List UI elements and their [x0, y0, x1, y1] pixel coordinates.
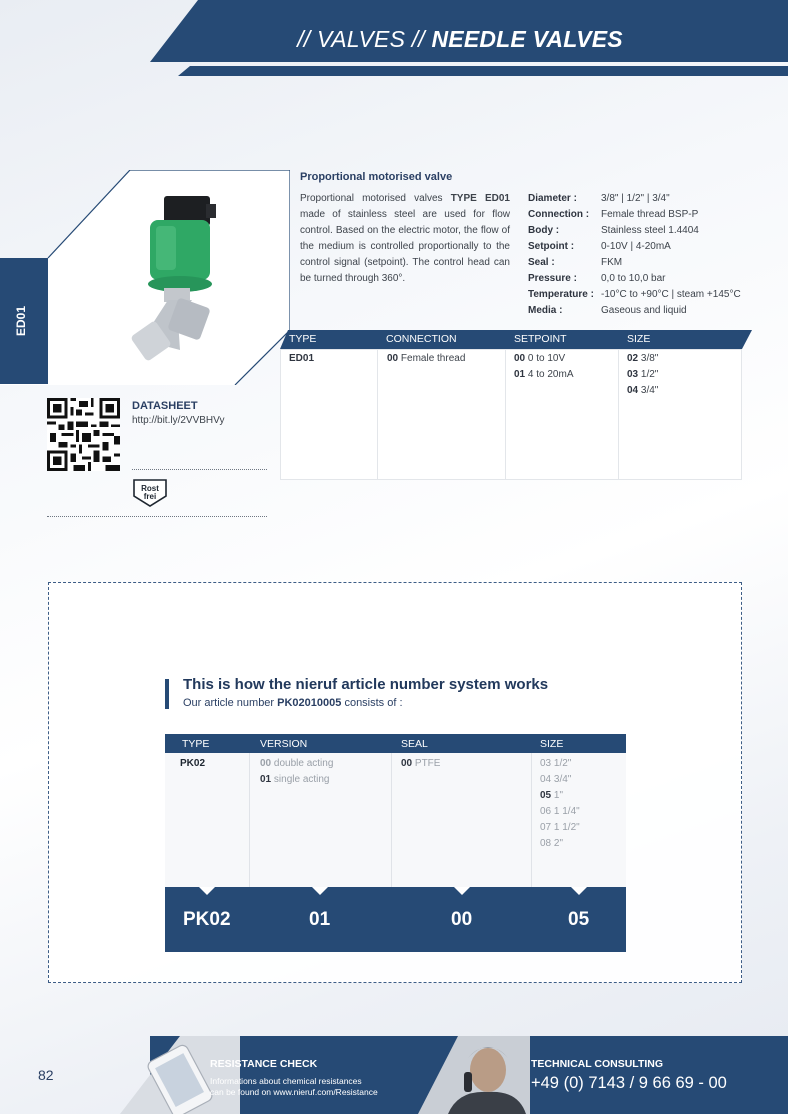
article-header-seal: SEAL: [401, 738, 428, 750]
spec-key: Diameter :: [528, 193, 577, 204]
options-connection-cell: [387, 351, 465, 367]
option-text: 2": [553, 838, 564, 849]
product-description: [300, 191, 510, 287]
options-type-value: ED01: [289, 353, 315, 364]
column-divider: [531, 753, 532, 887]
product-code-label: ED01: [14, 305, 28, 336]
option-item: [627, 367, 658, 383]
option-text: 1/2": [553, 758, 572, 769]
option-code: 04: [540, 774, 552, 785]
page-title: [200, 26, 720, 53]
spec-row: [528, 239, 741, 255]
description-text: Proportional motorised valves: [300, 193, 451, 204]
spec-value: FKM: [601, 257, 623, 268]
column-divider: [618, 349, 619, 480]
spec-row: [528, 207, 741, 223]
resistance-line-2[interactable]: can be found on www.nieruf.com/Resistance: [210, 1087, 378, 1097]
consultant-photo-image: [418, 1036, 530, 1114]
option-text: 3/8": [640, 353, 659, 364]
result-type: PK02: [183, 909, 231, 930]
pointer-arrow-icon: [312, 887, 328, 895]
options-header-setpoint: SETPOINT: [514, 333, 567, 345]
resistance-check-title: RESISTANCE CHECK: [210, 1058, 318, 1070]
options-header-type: TYPE: [289, 333, 317, 345]
article-size-cell: [540, 756, 580, 852]
option-text: 1 1/4": [553, 806, 580, 817]
article-header-version: VERSION: [260, 738, 308, 750]
option-item: [540, 836, 580, 852]
option-code: 05: [540, 790, 552, 801]
spec-row: [528, 303, 741, 319]
subtitle-text-end: consists of :: [341, 697, 403, 709]
spec-value: Female thread BSP-P: [601, 209, 699, 220]
option-text: PTFE: [414, 758, 441, 769]
options-setpoint-cell: [514, 351, 574, 383]
spec-key: Temperature :: [528, 289, 594, 300]
article-type-cell: [180, 756, 205, 772]
option-code: 00: [260, 758, 272, 769]
column-divider: [377, 349, 378, 480]
option-code: 00: [401, 758, 413, 769]
page-title-main: NEEDLE VALVES: [431, 26, 623, 52]
option-text: 4 to 20mA: [527, 369, 574, 380]
option-text: 1/2": [640, 369, 659, 380]
option-item: [540, 804, 580, 820]
option-item: [387, 351, 465, 367]
article-title: This is how the nieruf article number system works: [183, 676, 549, 693]
options-table-body: [280, 349, 742, 480]
option-text: Female thread: [400, 353, 466, 364]
option-item: [627, 383, 658, 399]
spec-value: 3/8" | 1/2" | 3/4": [601, 193, 670, 204]
options-header-connection: CONNECTION: [386, 333, 457, 345]
option-code: 00: [514, 353, 526, 364]
option-item: [540, 756, 580, 772]
spec-key: Media :: [528, 305, 563, 316]
option-item: [260, 756, 333, 772]
spec-value: Gaseous and liquid: [601, 305, 687, 316]
option-item: [540, 772, 580, 788]
column-divider: [505, 349, 506, 480]
product-title: Proportional motorised valve: [300, 171, 453, 183]
option-text: 1": [553, 790, 564, 801]
options-type-cell: [289, 351, 314, 367]
option-item-selected: [260, 772, 333, 788]
column-divider: [249, 753, 250, 887]
spec-key: Body :: [528, 225, 560, 236]
pointer-arrow-icon: [199, 887, 215, 895]
spec-value: 0-10V | 4-20mA: [601, 241, 671, 252]
spec-row: [528, 287, 741, 303]
divider: [47, 516, 267, 517]
options-size-cell: [627, 351, 658, 399]
option-item-selected: [540, 788, 580, 804]
smartphone-image: [120, 1036, 240, 1114]
resistance-line-1: Informations about chemical resistances: [210, 1076, 362, 1086]
badge-text-1: Rost: [141, 484, 159, 493]
rostfrei-badge-icon: [131, 478, 169, 508]
option-code: 03: [540, 758, 552, 769]
article-subtitle: [183, 697, 403, 709]
spec-key: Seal :: [528, 257, 555, 268]
column-divider: [391, 753, 392, 887]
result-version: 01: [309, 909, 331, 930]
spec-key: Connection :: [528, 209, 590, 220]
option-code: 03: [627, 369, 639, 380]
option-item-selected: [401, 756, 440, 772]
product-code-tab: [0, 258, 48, 384]
option-text: single acting: [273, 774, 330, 785]
option-text: 0 to 10V: [527, 353, 566, 364]
spec-value: 0,0 to 10,0 bar: [601, 273, 666, 284]
spec-key: Pressure :: [528, 273, 577, 284]
option-code: 00: [387, 353, 399, 364]
pointer-arrow-icon: [571, 887, 587, 895]
options-header-size: SIZE: [627, 333, 651, 345]
datasheet-title: DATASHEET: [132, 400, 198, 412]
option-item: [540, 820, 580, 836]
article-seal-cell: [401, 756, 440, 772]
spec-key: Setpoint :: [528, 241, 575, 252]
spec-row: [528, 223, 741, 239]
article-header-type: TYPE: [182, 738, 210, 750]
divider: [132, 469, 267, 470]
article-header-size: SIZE: [540, 738, 564, 750]
subtitle-code: PK02010005: [277, 697, 342, 709]
valve-product-image: [120, 190, 230, 370]
article-type-value: PK02: [180, 758, 206, 769]
spec-value: -10°C to +90°C | steam +145°C: [601, 289, 741, 300]
option-code: 07: [540, 822, 552, 833]
option-code: 08: [540, 838, 552, 849]
result-size: 05: [568, 909, 590, 930]
spec-row: [528, 255, 741, 271]
option-code: 01: [260, 774, 272, 785]
option-code: 06: [540, 806, 552, 817]
result-seal: 00: [451, 909, 473, 930]
page-number: 82: [38, 1067, 54, 1083]
option-text: double acting: [273, 758, 334, 769]
spec-row: [528, 271, 741, 287]
option-code: 04: [627, 385, 639, 396]
option-item: [627, 351, 658, 367]
option-item: [514, 351, 574, 367]
option-code: 02: [627, 353, 639, 364]
article-result-bar: [165, 887, 626, 952]
badge-text-2: frei: [143, 492, 157, 501]
datasheet-link[interactable]: http://bit.ly/2VVBHVy: [132, 415, 225, 426]
option-code: 01: [514, 369, 526, 380]
article-version-cell: [260, 756, 333, 788]
description-text-rest: made of stainless steel are used for flow control. Based on the electric motor, the flow of the medium is controlled proportionally to the control signal (setpoint). The control head can be turned through 360°.: [300, 209, 510, 284]
option-text: 3/4": [553, 774, 572, 785]
option-item: [514, 367, 574, 383]
technical-consulting-phone[interactable]: +49 (0) 7143 / 9 66 69 - 00: [531, 1074, 727, 1092]
spec-value: Stainless steel 1.4404: [601, 225, 699, 236]
description-type: TYPE ED01: [450, 193, 510, 204]
pointer-arrow-icon: [454, 887, 470, 895]
resistance-check-text: [210, 1076, 378, 1098]
page-title-prefix: // VALVES //: [297, 26, 425, 52]
technical-consulting-title: TECHNICAL CONSULTING: [531, 1058, 664, 1070]
spec-list: [528, 191, 741, 319]
qr-code-icon[interactable]: [47, 398, 120, 471]
subtitle-text: Our article number: [183, 697, 278, 709]
accent-bar: [165, 679, 169, 709]
spec-row: [528, 191, 741, 207]
option-text: 1 1/2": [553, 822, 580, 833]
option-text: 3/4": [640, 385, 659, 396]
